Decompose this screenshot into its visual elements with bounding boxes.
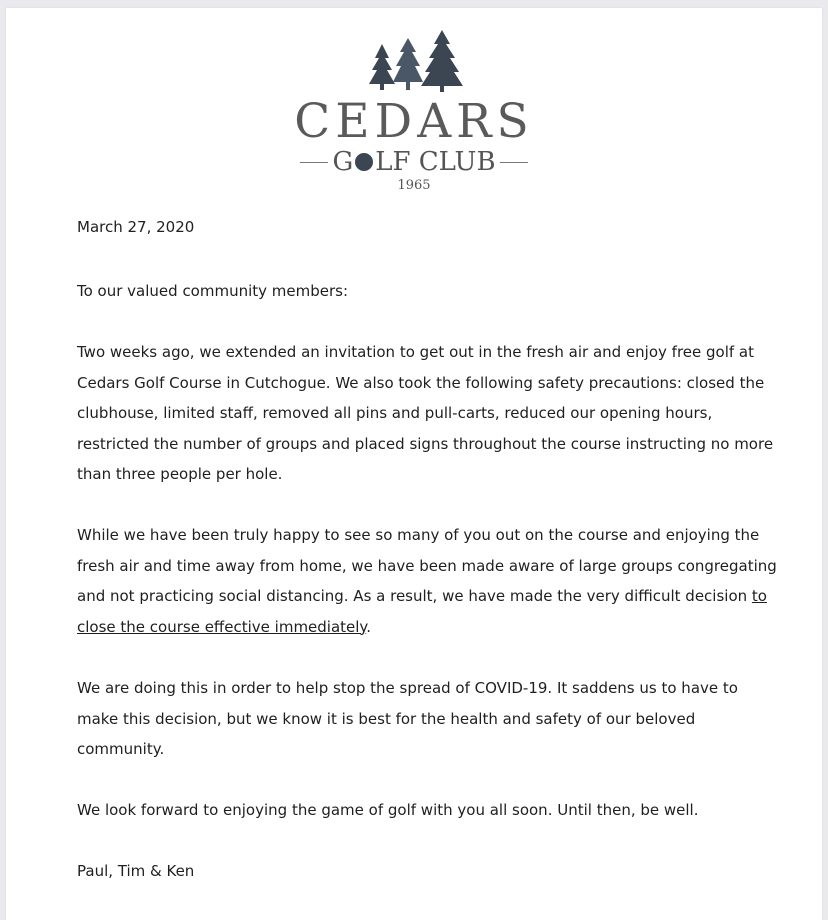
- letter-date: March 27, 2020: [77, 218, 195, 236]
- subtitle-g: G: [332, 147, 354, 177]
- paragraph-2: [77, 520, 777, 642]
- subtitle-rest: LF CLUB: [375, 147, 496, 177]
- club-logo: [6, 8, 822, 208]
- left-rule: [300, 162, 328, 163]
- club-subtitle: [6, 146, 822, 178]
- club-year: 1965: [397, 178, 431, 193]
- paragraph-3-text: We are doing this in order to help stop the spread of COVID-19. It saddens us to have to make this decision, but we know it is best for the health and safety of our beloved community.: [77, 679, 738, 758]
- letter-salutation: To our valued community members:: [77, 282, 349, 300]
- paragraph-4: [77, 795, 777, 826]
- paragraph-4-text: We look forward to enjoying the game of golf with you all soon. Until then, be well.: [77, 801, 699, 819]
- paragraph-3: [77, 673, 777, 765]
- cedar-trees-icon: [358, 30, 474, 94]
- golf-ball-icon: [354, 152, 374, 172]
- paragraph-2-main: While we have been truly happy to see so many of you out on the course and enjoying the fresh air and time away from home, we have been made aware of large groups congregating and not practicing social distancing. As a result, we have made the very difficult decision: [77, 526, 777, 605]
- paragraph-2-text: [77, 520, 777, 642]
- club-name: CEDARS: [294, 94, 534, 149]
- paragraph-2-underlined: to close the course effective immediately: [77, 587, 767, 636]
- letter-page: [6, 8, 822, 920]
- paragraph-1-text: Two weeks ago, we extended an invitation to get out in the fresh air and enjoy free golf at Cedars Golf Course in Cutchogue. We also took the following safety precautions: closed the clubhouse, limited staff, removed all pins and pull-carts, reduced our opening hours, restricted the number of groups and placed signs throughout the course instructing no more than three people per hole.: [77, 343, 774, 483]
- letter-signature: Paul, Tim & Ken: [77, 862, 195, 880]
- paragraph-2-end: .: [366, 617, 371, 636]
- right-rule: [500, 162, 528, 163]
- paragraph-1: [77, 337, 777, 490]
